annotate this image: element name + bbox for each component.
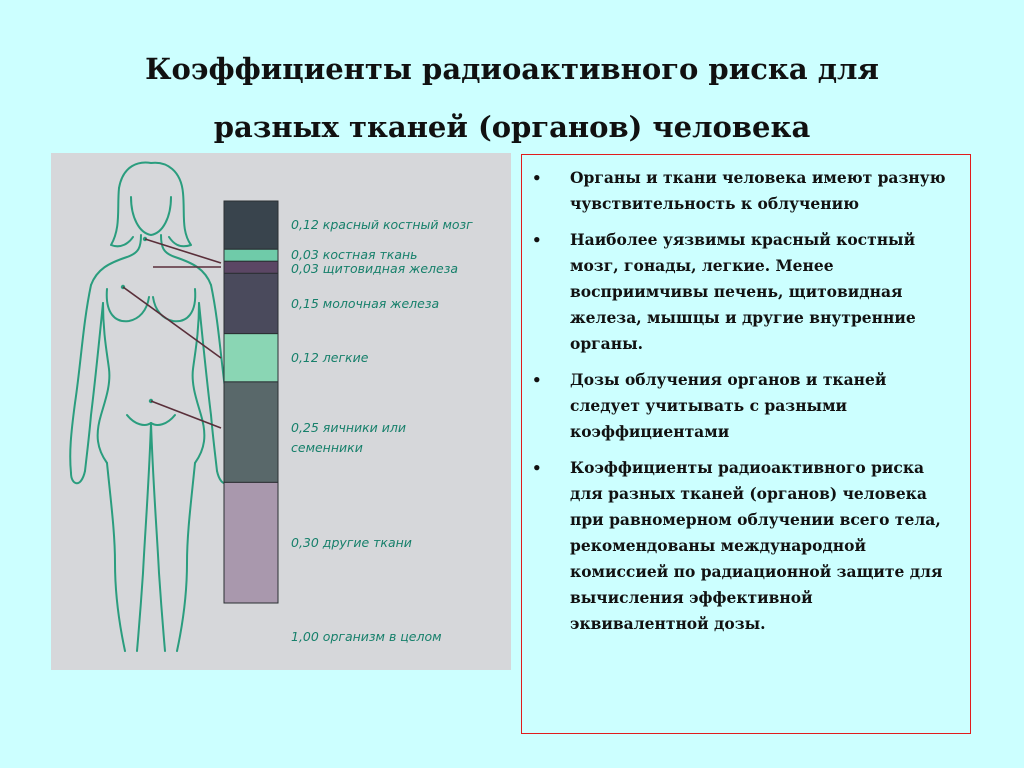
explanation-box bbox=[521, 154, 971, 734]
bullet-dot-icon: • bbox=[532, 459, 542, 477]
bullet-text: Дозы облучения органов и тканей следует учитывать с разными коэффициентами bbox=[570, 370, 887, 441]
risk-label-2: 0,03 щитовидная железа bbox=[291, 261, 459, 277]
bar-segment-5 bbox=[224, 382, 278, 483]
bar-segment-3 bbox=[224, 273, 278, 333]
bullet-item bbox=[522, 367, 956, 445]
bar-segment-0 bbox=[224, 201, 278, 249]
title-line-2: разных тканей (органов) человека bbox=[213, 110, 811, 144]
body-markers bbox=[121, 237, 153, 403]
bar-segment-6 bbox=[224, 482, 278, 603]
risk-bar bbox=[224, 201, 278, 603]
risk-label-4: 0,12 легкие bbox=[291, 349, 369, 365]
bullet-text: Коэффициенты радиоактивного риска для разных тканей (органов) человека при равномерном облучении всего тела, рекомендованы международной комиссией по радиационной защите для вычисления эффективной эквивалентной дозы. bbox=[570, 458, 943, 633]
bullet-text: Наиболее уязвимы красный костный мозг, гонады, легкие. Менее восприимчивы печень, щитовидная железа, мышцы и другие внутренние органы. bbox=[570, 230, 916, 353]
title-line-1: Коэффициенты радиоактивного риска для bbox=[145, 52, 879, 86]
risk-label-5: 0,25 яичники или семенники bbox=[291, 420, 407, 456]
bullet-text: Органы и ткани человека имеют разную чувствительность к облучению bbox=[570, 168, 946, 213]
bar-segment-2 bbox=[224, 261, 278, 273]
risk-label-0: 0,12 красный костный мозг bbox=[291, 217, 473, 233]
leader-lines bbox=[123, 239, 221, 428]
risk-label-6: 0,30 другие ткани bbox=[291, 534, 412, 550]
human-silhouette bbox=[70, 163, 232, 651]
bullet-item bbox=[522, 227, 956, 357]
risk-label-1: 0,03 костная ткань bbox=[291, 247, 418, 263]
risk-label-3: 0,15 молочная железа bbox=[291, 295, 440, 311]
bar-segment-4 bbox=[224, 334, 278, 382]
slide-title bbox=[0, 40, 1024, 156]
body-risk-figure bbox=[51, 153, 511, 670]
bullet-list bbox=[522, 155, 970, 637]
total-label: 1,00 организм в целом bbox=[291, 629, 442, 644]
bullet-item bbox=[522, 455, 956, 637]
bullet-item bbox=[522, 165, 956, 217]
bullet-dot-icon: • bbox=[532, 231, 542, 249]
bullet-dot-icon: • bbox=[532, 169, 542, 187]
bar-segment-1 bbox=[224, 249, 278, 261]
bullet-dot-icon: • bbox=[532, 371, 542, 389]
